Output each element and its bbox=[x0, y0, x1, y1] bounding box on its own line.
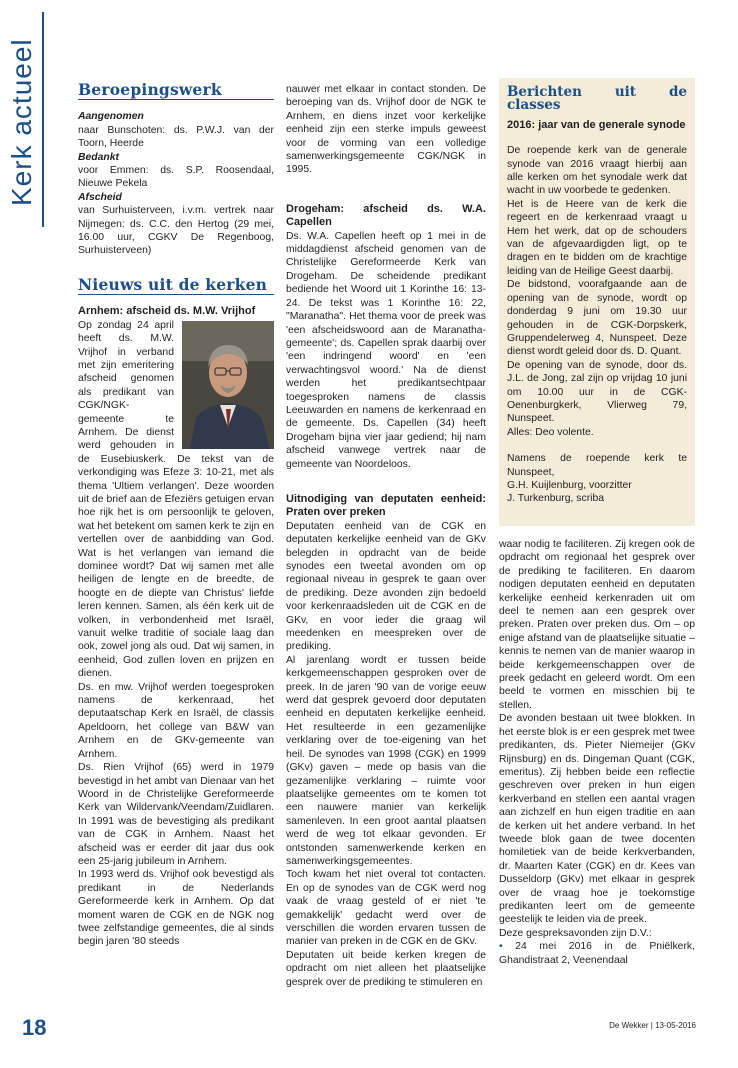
sidebar-title: Berichten uit de classes bbox=[507, 84, 687, 114]
deputaten-paragraph-3: Toch kwam het niet overal tot contacten. En op de synodes van de CGK werd nog vaak de vraag gesteld of er niet 'te gemakkelijk' gedacht werd over de verschillen die worden ervaren tussen de manier van preken in de CGK en de GKv. bbox=[286, 869, 486, 948]
sidebar-paragraph-2: Het is de Heere van de kerk die regeert en de kerkenraad vraagt u Hem het werk, dat op de schouders van de afgevaardigden ligt, op te dragen en te bidden om de krachtige leiding van de Heilige Geest daarbij. bbox=[507, 198, 687, 277]
sidebar-paragraph-1: De roepende kerk van de generale synode van 2016 vraagt hierbij aan alle kerken om het synodale werk dat wacht in uw voorbede te gedenken. bbox=[507, 145, 687, 197]
sidebar-signature-1: Namens de roepende kerk te Nunspeet, bbox=[507, 453, 687, 478]
article-arnhem-title: Arnhem: afscheid ds. M.W. Vrijhof bbox=[78, 305, 256, 318]
section-divider-line bbox=[42, 12, 44, 227]
deputaten-paragraph-5: waar nodig te faciliteren. Zij kregen ook de opdracht om regionaal het gesprek over de prediking te faciliteren. En daarom nodigen deputaten eenheid en deputaten kerkelijke eenheid kerkenraden uit om deel te nemen aan een gesprek over preken. Praten over preken dus. Om – op enige afstand van de plaatselijke situatie – kennis te nemen van de manier waarop in beide kerkgemeenschappen over de preek gedacht en geleerd wordt. Om een beeld te vormen en misschien bij te stellen. bbox=[499, 539, 695, 711]
deputaten-paragraph-1: Deputaten eenheid van de CGK en deputaten kerkelijke eenheid van de GKv belegden in opdracht van de beide synodes een tweetal avonden om op regionaal niveau in gesprek te gaan over de prediking. Deze avonden zijn bedoeld voor kerkenraadsleden uit de CGK en de GKv, en voor ieder die graag wil meedenken en meespreken over de prediking. bbox=[286, 520, 486, 653]
bedankt-text: voor Emmen: ds. S.P. Roosendaal, Nieuwe Pekela bbox=[78, 165, 274, 190]
sidebar-paragraph-4: De opening van de synode, door ds. J.L. de Jong, zal zijn op vrijdag 10 juni om 10.00 uur in de CGK-Oenenburgkerk, Vlierweg 79, Nunspeet. bbox=[507, 359, 687, 425]
arnhem-paragraph-2: Ds. en mw. Vrijhof werden toegesproken namens de kerkenraad, het deputaatschap Kerk en Israël, de classis Apeldoorn, het college van B&W van Arnhem en de GKv-gemeente van Arnhem. bbox=[78, 681, 274, 760]
bedankt-label: Bedankt bbox=[78, 151, 119, 163]
column-2 bbox=[286, 83, 486, 989]
aangenomen-text: naar Bunschoten: ds. P.W.J. van der Toorn, Heerde bbox=[78, 124, 274, 150]
sidebar-paragraph-3: De bidstond, voorafgaande aan de opening van de synode, wordt op donderdag 9 juni om 19.30 uur gehouden in de CGK-Dorpskerk, Gruppendelerweg 4, Nunspeet. Deze dienst wordt geleid door ds. D. Quant. bbox=[507, 279, 687, 358]
classes-sidebar bbox=[499, 78, 695, 526]
sidebar-subtitle: 2016: jaar van de generale synode bbox=[507, 118, 686, 131]
bullet-icon: • bbox=[499, 941, 503, 953]
page-number: 18 bbox=[22, 1015, 47, 1040]
deputaten-paragraph-6: De avonden bestaan uit twee blokken. In het eerste blok is er een gesprek met twee predikanten, ds. Pieter Niemeijer (GKv Rijnsburg) en ds. Dingeman Quant (CGK, emeritus). Zij hebben beide een reflectie geschreven over preken in hun eigen kerkverband en stellen een aantal vragen aan zichzelf en hun eigen traditie en aan de kerken uit het andere verband. In het tweede blok gaan de twee docenten homiletiek van de beide kerkverbanden, dr. Maarten Kater (CGK) en dr. Kees van Dusseldorp (GKv) met elkaar in gesprek over de vraag hoe je toekomstige predikanten leert om de gemeente geestelijk te leiden via de preek. bbox=[499, 713, 695, 926]
arnhem-paragraph-1: Op zondag 24 april heeft ds. M.W. Vrijhof in verband met zijn emeritering afscheid genomen als predikant van CGK/NGK-gemeente te Arnhem. De dienst werd gehouden in de Eusebiuskerk. De tekst van de verkondiging was Efeze 3: 10-21, met als thema 'Ultiem verlangen'. Deze woorden uit de brief aan de Efeziërs getuigen ervan hoe rijk het is om persoonlijk te geloven, wat het betekent om samen kerk te zijn en vertellen over de aanbidding van God. Wat is het verlangen van iemand die dominee wordt? Dat wij samen met alle heiligen de lengte en de breedte, de hoogte en de diepte van Christus' liefde leren kennen. Samen, als één kerk uit de volken, in verbondenheid met Israël, vanuit welke traditie of sociale laag dan ook, zowel jong als oud. Dat wij samen, in eenheid, God zullen loven en prijzen en dienen. bbox=[78, 319, 274, 680]
arnhem-paragraph-4: In 1993 werd ds. Vrijhof ook bevestigd als predikant in de Nederlands Gereformeerde kerk in Arnhem. Op dat moment waren de CGK en de NGK nog twee zelfstandige gemeentes, die al sinds begin jaren '80 steeds bbox=[78, 869, 274, 948]
column-3 bbox=[499, 538, 695, 967]
article-drogeham-title: Drogeham: afscheid ds. W.A. Capellen bbox=[286, 202, 486, 229]
section-tag: Kerk actueel bbox=[6, 38, 37, 206]
sidebar-signature-3: J. Turkenburg, scriba bbox=[507, 493, 605, 505]
drogeham-paragraph-1: Ds. W.A. Capellen heeft op 1 mei in de middagdienst afscheid genomen van de Christelijke Gereformeerde Kerk van Drogeham. De scheidende predikant bediende het Woord uit 1 Korinthe 16: 13-24. De tekst was 1 Korinthe 16: 22, "Maranatha". Het thema voor de preek was 'een afscheidswoord aan de Maranatha-gemeente'; ds. Capellen sprak daarbij over 'een indringend woord' en 'een verwachtingsvol woord.' Na de dienst werden het predikantsechtpaar toegesproken namens de classis Leeuwarden en namens de kerkenraad en de gemeente. Ds. Capellen (34) heeft Drogeham bijna vier jaar gediend; hij nam afscheid vanwege vertrek naar de gemeente van Noordeloos. bbox=[286, 230, 486, 470]
afscheid-text: van Surhuisterveen, i.v.m. vertrek naar Nijmegen: ds. C.C. den Hertog (29 mei, 16.00 uur, CGKV De Regenboog, Surhuisterveen) bbox=[78, 205, 274, 257]
sidebar-paragraph-5: Alles: Deo volente. bbox=[507, 426, 594, 438]
arnhem-paragraph-3: Ds. Rien Vrijhof (65) werd in 1979 bevestigd in het ambt van Dienaar van het Woord in de Christelijke Gereformeerde Kerk van Wildervank/Veendam/Zuidlaren. In 1991 was de bevestiging als predikant van de CGK in Arnhem. Naast het afscheid was er eerder dit jaar dus ook een 25-jarig jubileum in Arnhem. bbox=[78, 762, 274, 867]
aangenomen-label: Aangenomen bbox=[78, 111, 144, 123]
portrait-photo bbox=[182, 321, 274, 449]
deputaten-bullet-item bbox=[499, 940, 695, 967]
deputaten-paragraph-2: Al jarenlang wordt er tussen beide kerkgemeenschappen gesproken over de preek. In de jaren '90 van de vorige eeuw werd dat gesprek gevoerd door deputaten eenheid en deputaten kerkelijke eenheid. Het resulteerde in een gezamenlijke verklaring over de toe-eigening van het heil. De synodes van 1998 (CGK) en 1999 (GKv) gaven – mede op basis van die gezamenlijke verklaring – ruimte voor plaatselijke gemeentes om te komen tot een nauwere manier van kerkelijk samenleven. In een groot aantal plaatsen werd de weg tot elkaar gevonden. Er ontstonden samenwerkende kerken en samenwerkingsgemeentes. bbox=[286, 654, 486, 867]
arnhem-paragraph-5: nauwer met elkaar in contact stonden. De beroeping van ds. Vrijhof door de NGK te Arnhem, en diens inzet voor kerkelijke eenheid zijn een sterke impuls geweest voor de vorming van een volledige samenwerkingsgemeente CGK/NGK in 1995. bbox=[286, 84, 486, 176]
deputaten-paragraph-7: Deze gespreksavonden zijn D.V.: bbox=[499, 927, 652, 939]
publication-footer: De Wekker | 13-05-2016 bbox=[609, 1021, 696, 1030]
deputaten-bullet-text: 24 mei 2016 in de Pniëlkerk, Ghandistraat 2, Veenendaal bbox=[499, 941, 696, 966]
deputaten-paragraph-4: Deputaten uit beide kerken kregen de opdracht om niet alleen het plaatselijke gesprek over de prediking te stimuleren en bbox=[286, 949, 486, 988]
column-1 bbox=[78, 80, 274, 949]
portrait-illustration bbox=[182, 321, 274, 449]
article-deputaten-title: Uitnodiging van deputaten eenheid: Praten over preken bbox=[286, 492, 486, 519]
beroepingswerk-title: Beroepingswerk bbox=[78, 83, 274, 100]
afscheid-label: Afscheid bbox=[78, 191, 122, 203]
sidebar-signature-2: G.H. Kuijlenburg, voorzitter bbox=[507, 479, 632, 491]
nieuws-title: Nieuws uit de kerken bbox=[78, 278, 274, 295]
